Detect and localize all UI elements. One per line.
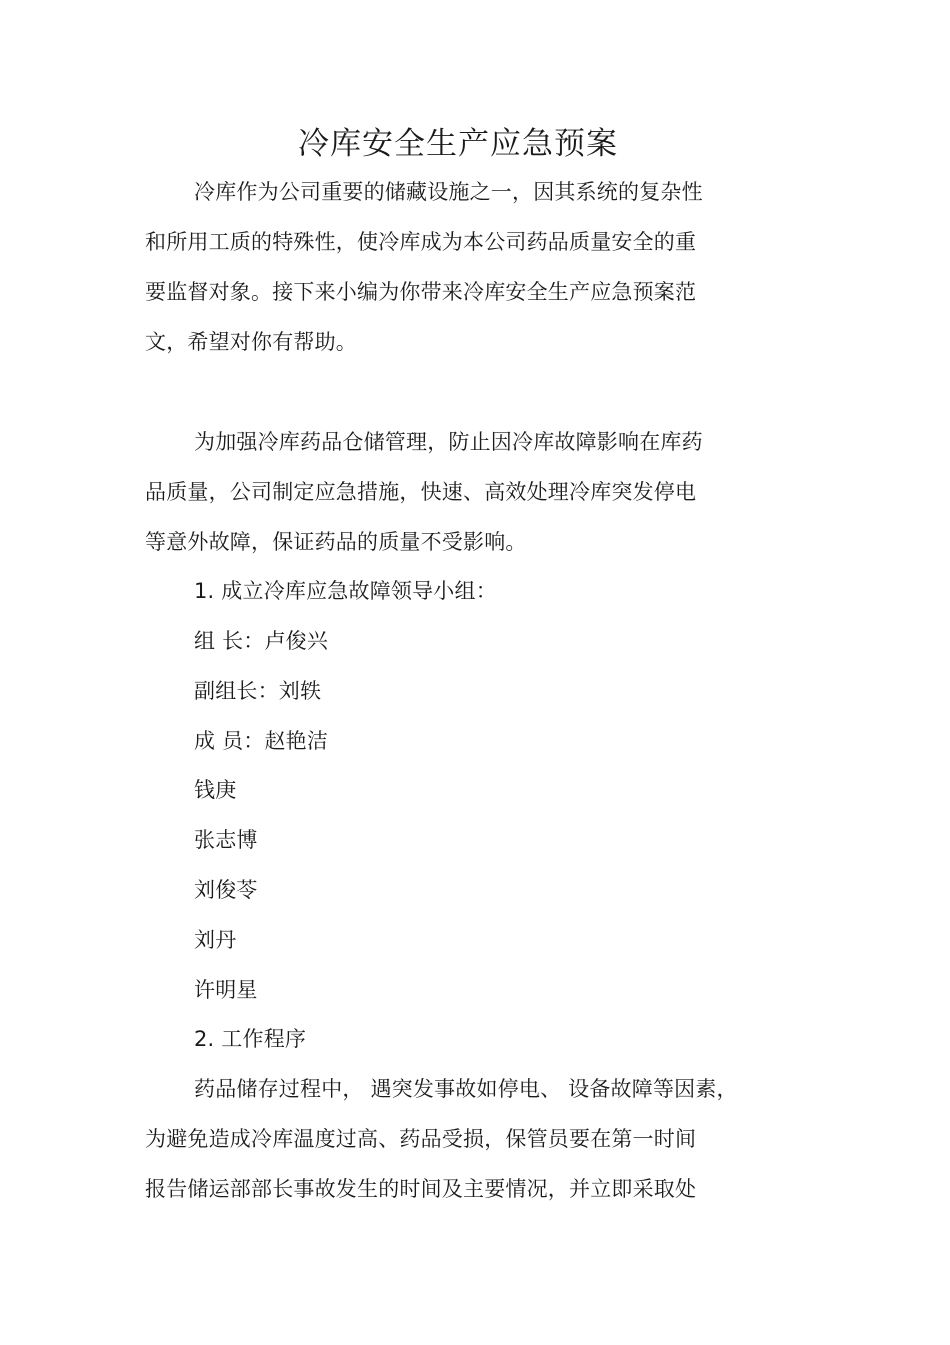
intro-line-3: 要监督对象。接下来小编为你带来冷库安全生产应急预案范: [145, 280, 697, 304]
procedure-line-1: 药品储存过程中， 遇突发事故如停电、 设备故障等因素，: [194, 1077, 738, 1101]
section2-heading: 2. 工作程序: [194, 1027, 307, 1051]
team-deputy: 副组长：刘轶: [194, 679, 322, 703]
intro-line-4: 文，希望对你有帮助。: [145, 330, 357, 354]
team-member: 刘丹: [194, 928, 237, 952]
section1-heading: 1. 成立冷库应急故障领导小组：: [194, 579, 497, 603]
team-members-label: 成 员：赵艳洁: [194, 729, 329, 753]
team-member: 许明星: [194, 978, 258, 1002]
team-leader: 组 长：卢俊兴: [194, 629, 329, 653]
purpose-line-2: 品质量，公司制定应急措施，快速、高效处理冷库突发停电: [145, 480, 697, 504]
team-member: 张志博: [194, 828, 258, 852]
team-member: 刘俊苓: [194, 878, 258, 902]
team-member: 钱庚: [194, 778, 237, 802]
procedure-line-2: 为避免造成冷库温度过高、药品受损，保管员要在第一时间: [145, 1127, 697, 1151]
intro-line-1: 冷库作为公司重要的储藏设施之一，因其系统的复杂性: [194, 180, 703, 204]
intro-line-2: 和所用工质的特殊性，使冷库成为本公司药品质量安全的重: [145, 230, 697, 254]
purpose-line-1: 为加强冷库药品仓储管理，防止因冷库故障影响在库药: [194, 430, 703, 454]
document-title: 冷库安全生产应急预案: [298, 126, 618, 162]
purpose-line-3: 等意外故障，保证药品的质量不受影响。: [145, 530, 527, 554]
procedure-line-3: 报告储运部部长事故发生的时间及主要情况，并立即采取处: [145, 1177, 697, 1201]
